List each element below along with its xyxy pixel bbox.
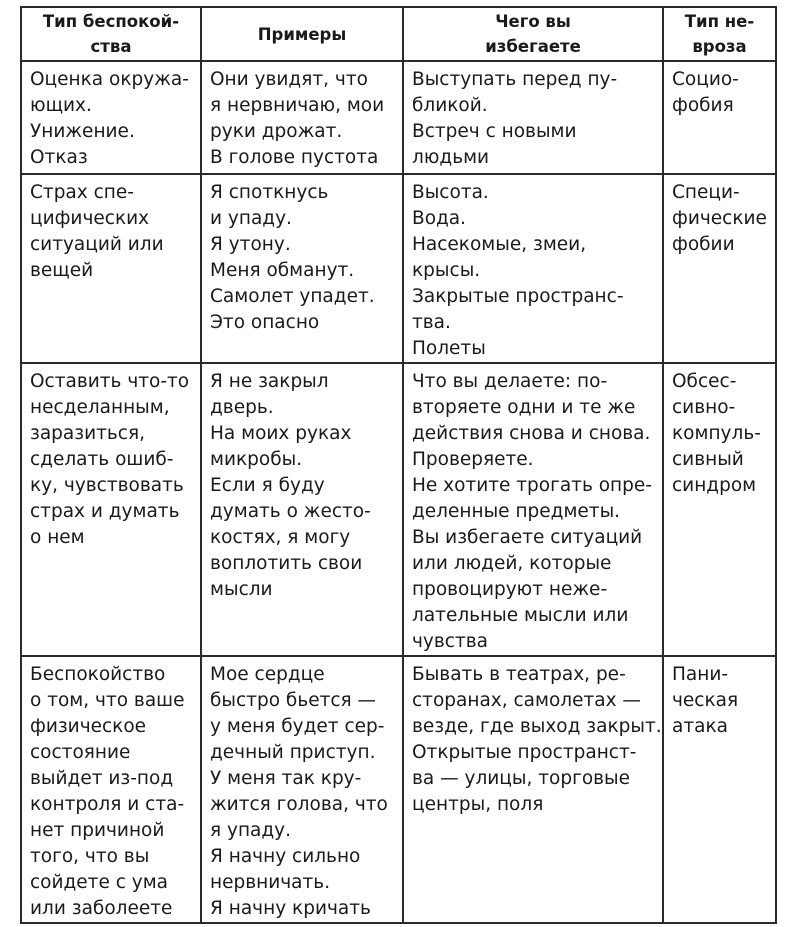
- table-row: [21, 174, 776, 363]
- cell-line: я нервничаю, мои: [210, 95, 385, 116]
- cell-line: Вода.: [412, 208, 467, 229]
- cell-line: Бывать в театрах, ре-: [412, 664, 626, 685]
- cell-anxiety-type: [21, 656, 201, 923]
- header-neurosis-type: [663, 7, 776, 61]
- cell-neurosis-type: [663, 61, 776, 174]
- cell-line: я упаду.: [210, 820, 292, 841]
- cell-line: ва — улицы, торговые: [412, 768, 631, 789]
- cell-line: атака: [672, 716, 728, 737]
- cell-line: вторяете одни и те же: [412, 397, 636, 418]
- cell-line: Выступать перед пу-: [412, 69, 618, 90]
- cell-line: Полеты: [412, 338, 486, 359]
- cell-line: Я начну сильно: [210, 846, 361, 867]
- cell-line: чувства: [412, 631, 488, 652]
- cell-line: Открытые пространст-: [412, 742, 637, 763]
- header-line: Тип не-: [684, 12, 755, 31]
- header-line: Примеры: [257, 24, 347, 44]
- cell-line: Унижение.: [30, 121, 135, 142]
- cell-line: крысы.: [412, 260, 481, 281]
- cell-anxiety-type: [21, 174, 201, 363]
- cell-line: сойдете с ума: [30, 872, 169, 893]
- cell-line: дверь.: [210, 397, 274, 418]
- table-header-row: [21, 7, 776, 61]
- cell-line: Специ-: [672, 182, 740, 203]
- cell-line: Это опасно: [210, 312, 320, 333]
- cell-line: несделанным,: [30, 397, 170, 418]
- table-row: [21, 61, 776, 174]
- cell-line: компуль-: [672, 423, 761, 444]
- cell-line: о том, что ваше: [30, 690, 185, 711]
- cell-line: действия снова и снова.: [412, 423, 651, 444]
- cell-line: Высота.: [412, 182, 489, 203]
- cell-line: ситуаций или: [30, 234, 164, 255]
- cell-line: у меня будет сер-: [210, 716, 385, 737]
- cell-examples: [201, 656, 403, 923]
- table-row: [21, 656, 776, 923]
- header-line: ства: [90, 37, 132, 56]
- cell-line: Оценка окружа-: [30, 69, 189, 90]
- header-line: избегаете: [485, 37, 581, 56]
- header-examples: [201, 7, 403, 61]
- cell-line: контроля и ста-: [30, 794, 185, 815]
- cell-line: центры, поля: [412, 794, 544, 815]
- cell-line: или заболеете: [30, 898, 173, 919]
- cell-line: деленные предметы.: [412, 501, 621, 522]
- anxiety-types-table: [20, 6, 777, 924]
- cell-line: везде, где выход закрыт.: [412, 716, 662, 737]
- cell-line: сивно-: [672, 397, 736, 418]
- cell-line: фобия: [672, 95, 734, 116]
- cell-line: ку, чувствовать: [30, 475, 184, 496]
- cell-line: Оставить что-то: [30, 371, 190, 392]
- cell-line: Закрытые пространс-: [412, 286, 624, 307]
- cell-line: мысли: [210, 579, 273, 600]
- table-row: [21, 363, 776, 656]
- cell-avoidance: [403, 174, 663, 363]
- cell-line: Встреч с новыми: [412, 121, 577, 142]
- cell-line: синдром: [672, 475, 757, 496]
- header-avoidance: [403, 7, 663, 61]
- cell-line: Меня обманут.: [210, 260, 355, 281]
- cell-line: ческая: [672, 690, 739, 711]
- cell-line: нет причиной: [30, 820, 165, 841]
- cell-line: Вы избегаете ситуаций: [412, 527, 643, 548]
- cell-line: На моих руках: [210, 423, 352, 444]
- cell-line: Пани-: [672, 664, 729, 685]
- cell-line: воплотить свои: [210, 553, 363, 574]
- cell-line: Что вы делаете: по-: [412, 371, 608, 392]
- cell-line: цифических: [30, 208, 150, 229]
- cell-line: физическое: [30, 716, 147, 737]
- cell-line: нервничать.: [210, 872, 331, 893]
- cell-line: Страх спе-: [30, 182, 134, 203]
- cell-line: тва.: [412, 312, 451, 333]
- cell-line: о нем: [30, 527, 85, 548]
- cell-line: Я начну кричать: [210, 898, 371, 919]
- cell-line: вещей: [30, 260, 94, 281]
- cell-line: Самолет упадет.: [210, 286, 375, 307]
- cell-line: сивный: [672, 449, 744, 470]
- cell-avoidance: [403, 656, 663, 923]
- cell-line: страх и думать: [30, 501, 180, 522]
- cell-anxiety-type: [21, 363, 201, 656]
- cell-line: фические: [672, 208, 767, 229]
- cell-line: бликой.: [412, 95, 488, 116]
- cell-line: или людей, которые: [412, 553, 612, 574]
- cell-line: У меня так кру-: [210, 768, 362, 789]
- cell-line: Я утону.: [210, 234, 291, 255]
- cell-line: и упаду.: [210, 208, 292, 229]
- cell-avoidance: [403, 363, 663, 656]
- cell-neurosis-type: [663, 363, 776, 656]
- cell-line: Не хотите трогать опре-: [412, 475, 652, 496]
- cell-line: дечный приступ.: [210, 742, 376, 763]
- cell-line: состояние: [30, 742, 131, 763]
- cell-neurosis-type: [663, 174, 776, 363]
- cell-line: Я споткнусь: [210, 182, 329, 203]
- cell-line: того, что вы: [30, 846, 150, 867]
- cell-line: фобии: [672, 234, 735, 255]
- cell-line: жится голова, что: [210, 794, 388, 815]
- cell-line: людьми: [412, 147, 490, 168]
- cell-line: ющих.: [30, 95, 92, 116]
- cell-line: сделать ошиб-: [30, 449, 174, 470]
- cell-examples: [201, 174, 403, 363]
- cell-line: Социо-: [672, 69, 739, 90]
- cell-line: сторанах, самолетах —: [412, 690, 641, 711]
- cell-line: лательные мысли или: [412, 605, 629, 626]
- cell-line: Если я буду: [210, 475, 325, 496]
- cell-line: руки дрожат.: [210, 121, 343, 142]
- cell-avoidance: [403, 61, 663, 174]
- cell-line: Мое сердце: [210, 664, 325, 685]
- cell-anxiety-type: [21, 61, 201, 174]
- cell-line: быстро бьется —: [210, 690, 377, 711]
- cell-line: В голове пустота: [210, 147, 379, 168]
- cell-line: провоцируют неже-: [412, 579, 608, 600]
- cell-line: Обсес-: [672, 371, 737, 392]
- header-line: вроза: [692, 37, 747, 56]
- cell-line: выйдет из-под: [30, 768, 174, 789]
- cell-line: Отказ: [30, 147, 88, 168]
- cell-line: Беспокойство: [30, 664, 166, 685]
- cell-line: Проверяете.: [412, 449, 534, 470]
- cell-line: микробы.: [210, 449, 303, 470]
- cell-line: заразиться,: [30, 423, 145, 444]
- cell-line: костях, я могу: [210, 527, 351, 548]
- cell-neurosis-type: [663, 656, 776, 923]
- cell-line: Насекомые, змеи,: [412, 234, 587, 255]
- cell-line: думать о жесто-: [210, 501, 371, 522]
- cell-line: Я не закрыл: [210, 371, 329, 392]
- cell-line: Они увидят, что: [210, 69, 368, 90]
- cell-examples: [201, 363, 403, 656]
- header-line: Тип беспокой-: [42, 12, 180, 31]
- header-anxiety-type: [21, 7, 201, 61]
- header-line: Чего вы: [495, 12, 571, 31]
- cell-examples: [201, 61, 403, 174]
